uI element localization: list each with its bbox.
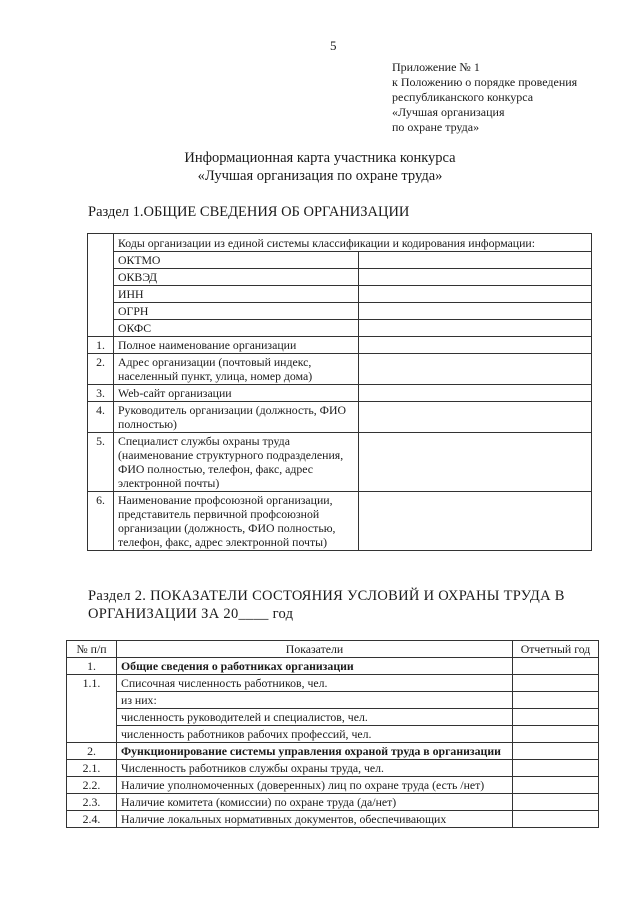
row-value-field[interactable] <box>359 433 592 492</box>
code-label: ОГРН <box>114 303 359 320</box>
table-row <box>67 675 599 692</box>
row-label: Общие сведения о работниках организации <box>117 658 513 675</box>
year-value-field[interactable] <box>513 760 599 777</box>
table-header-row <box>67 641 599 658</box>
row-label: Численность работников службы охраны труда, чел. <box>117 760 513 777</box>
codes-header-row <box>88 234 592 252</box>
table-row <box>67 760 599 777</box>
row-label: Наличие локальных нормативных документов, обеспечивающих <box>117 811 513 828</box>
row-number: 2. <box>88 354 114 385</box>
col-num-header: № п/п <box>67 641 117 658</box>
row-number: 4. <box>88 402 114 433</box>
code-value-field[interactable] <box>359 286 592 303</box>
code-row <box>88 252 592 269</box>
year-value-field[interactable] <box>513 743 599 760</box>
code-value-field[interactable] <box>359 269 592 286</box>
table-row <box>67 692 599 709</box>
year-value-field[interactable] <box>513 658 599 675</box>
section-1-heading: Раздел 1.ОБЩИЕ СВЕДЕНИЯ ОБ ОРГАНИЗАЦИИ <box>88 204 410 220</box>
year-value-field[interactable] <box>513 726 599 743</box>
annex-line: Приложение № 1 <box>392 60 480 74</box>
col-year-header: Отчетный год <box>513 641 599 658</box>
code-row <box>88 286 592 303</box>
row-label: Web-сайт организации <box>114 385 359 402</box>
code-row <box>88 269 592 286</box>
row-number: 2.4. <box>67 811 117 828</box>
row-label: Руководитель организации (должность, ФИО полностью) <box>114 402 359 433</box>
code-label: ОКВЭД <box>114 269 359 286</box>
empty-num-cell <box>88 234 114 337</box>
table-row <box>67 726 599 743</box>
code-row <box>88 320 592 337</box>
row-label: Наличие комитета (комиссии) по охране труда (да/нет) <box>117 794 513 811</box>
annex-line: «Лучшая организация <box>392 105 505 119</box>
code-label: ОКФС <box>114 320 359 337</box>
col-indicators-header: Показатели <box>117 641 513 658</box>
year-value-field[interactable] <box>513 811 599 828</box>
row-value-field[interactable] <box>359 354 592 385</box>
row-value-field[interactable] <box>359 402 592 433</box>
info-row <box>88 385 592 402</box>
table-row <box>67 777 599 794</box>
row-label: Специалист службы охраны труда (наименование структурного подразделения, ФИО полностью, телефон, факс, адрес электронной почты) <box>114 433 359 492</box>
row-number: 1.1. <box>67 675 117 692</box>
row-label: Наличие уполномоченных (доверенных) лиц по охране труда (есть /нет) <box>117 777 513 794</box>
row-label: Функционирование системы управления охраной труда в организации <box>117 743 513 760</box>
code-value-field[interactable] <box>359 303 592 320</box>
row-number-empty <box>67 726 117 743</box>
row-number: 3. <box>88 385 114 402</box>
annex-line: республиканского конкурса <box>392 90 534 104</box>
row-number-empty <box>67 692 117 709</box>
info-row <box>88 402 592 433</box>
row-label: Списочная численность работников, чел. <box>117 675 513 692</box>
row-label: Полное наименование организации <box>114 337 359 354</box>
year-value-field[interactable] <box>513 709 599 726</box>
annex-line: к Положению о порядке проведения <box>392 75 578 89</box>
year-value-field[interactable] <box>513 777 599 794</box>
table-row <box>67 658 599 675</box>
title-line-1: Информационная карта участника конкурса <box>184 150 456 166</box>
code-label: ОКТМО <box>114 252 359 269</box>
annex-line: по охране труда» <box>392 120 480 134</box>
table-row <box>67 811 599 828</box>
table-row <box>67 743 599 760</box>
info-row <box>88 433 592 492</box>
row-number-empty <box>67 709 117 726</box>
code-label: ИНН <box>114 286 359 303</box>
year-value-field[interactable] <box>513 692 599 709</box>
page-number: 5 <box>330 38 337 53</box>
section-2-table <box>66 640 599 828</box>
row-number: 2.2. <box>67 777 117 794</box>
row-label: численность работников рабочих профессий, чел. <box>117 726 513 743</box>
document-title <box>0 149 640 185</box>
row-number: 2.3. <box>67 794 117 811</box>
row-number: 2. <box>67 743 117 760</box>
code-row <box>88 303 592 320</box>
row-label: Адрес организации (почтовый индекс, населенный пункт, улица, номер дома) <box>114 354 359 385</box>
row-number: 1. <box>67 658 117 675</box>
row-label: численность руководителей и специалистов, чел. <box>117 709 513 726</box>
section-2-heading: Раздел 2. ПОКАЗАТЕЛИ СОСТОЯНИЯ УСЛОВИЙ И ОХРАНЫ ТРУДА В ОРГАНИЗАЦИИ ЗА 20____ год <box>88 588 565 622</box>
row-number: 5. <box>88 433 114 492</box>
annex-note <box>392 60 577 135</box>
row-number: 6. <box>88 492 114 551</box>
row-value-field[interactable] <box>359 385 592 402</box>
table-row <box>67 794 599 811</box>
year-value-field[interactable] <box>513 675 599 692</box>
info-row <box>88 354 592 385</box>
info-row <box>88 337 592 354</box>
table-row <box>67 709 599 726</box>
code-value-field[interactable] <box>359 252 592 269</box>
codes-header: Коды организации из единой системы классификации и кодирования информации: <box>114 234 592 252</box>
row-number: 1. <box>88 337 114 354</box>
code-value-field[interactable] <box>359 320 592 337</box>
row-number: 2.1. <box>67 760 117 777</box>
title-line-2: «Лучшая организация по охране труда» <box>197 168 443 184</box>
section-1-table <box>87 233 592 551</box>
row-label: Наименование профсоюзной организации, представитель первичной профсоюзной организации (должность, ФИО полностью, телефон, факс, адрес электронной почты) <box>114 492 359 551</box>
row-value-field[interactable] <box>359 337 592 354</box>
row-label: из них: <box>117 692 513 709</box>
info-row <box>88 492 592 551</box>
year-value-field[interactable] <box>513 794 599 811</box>
row-value-field[interactable] <box>359 492 592 551</box>
